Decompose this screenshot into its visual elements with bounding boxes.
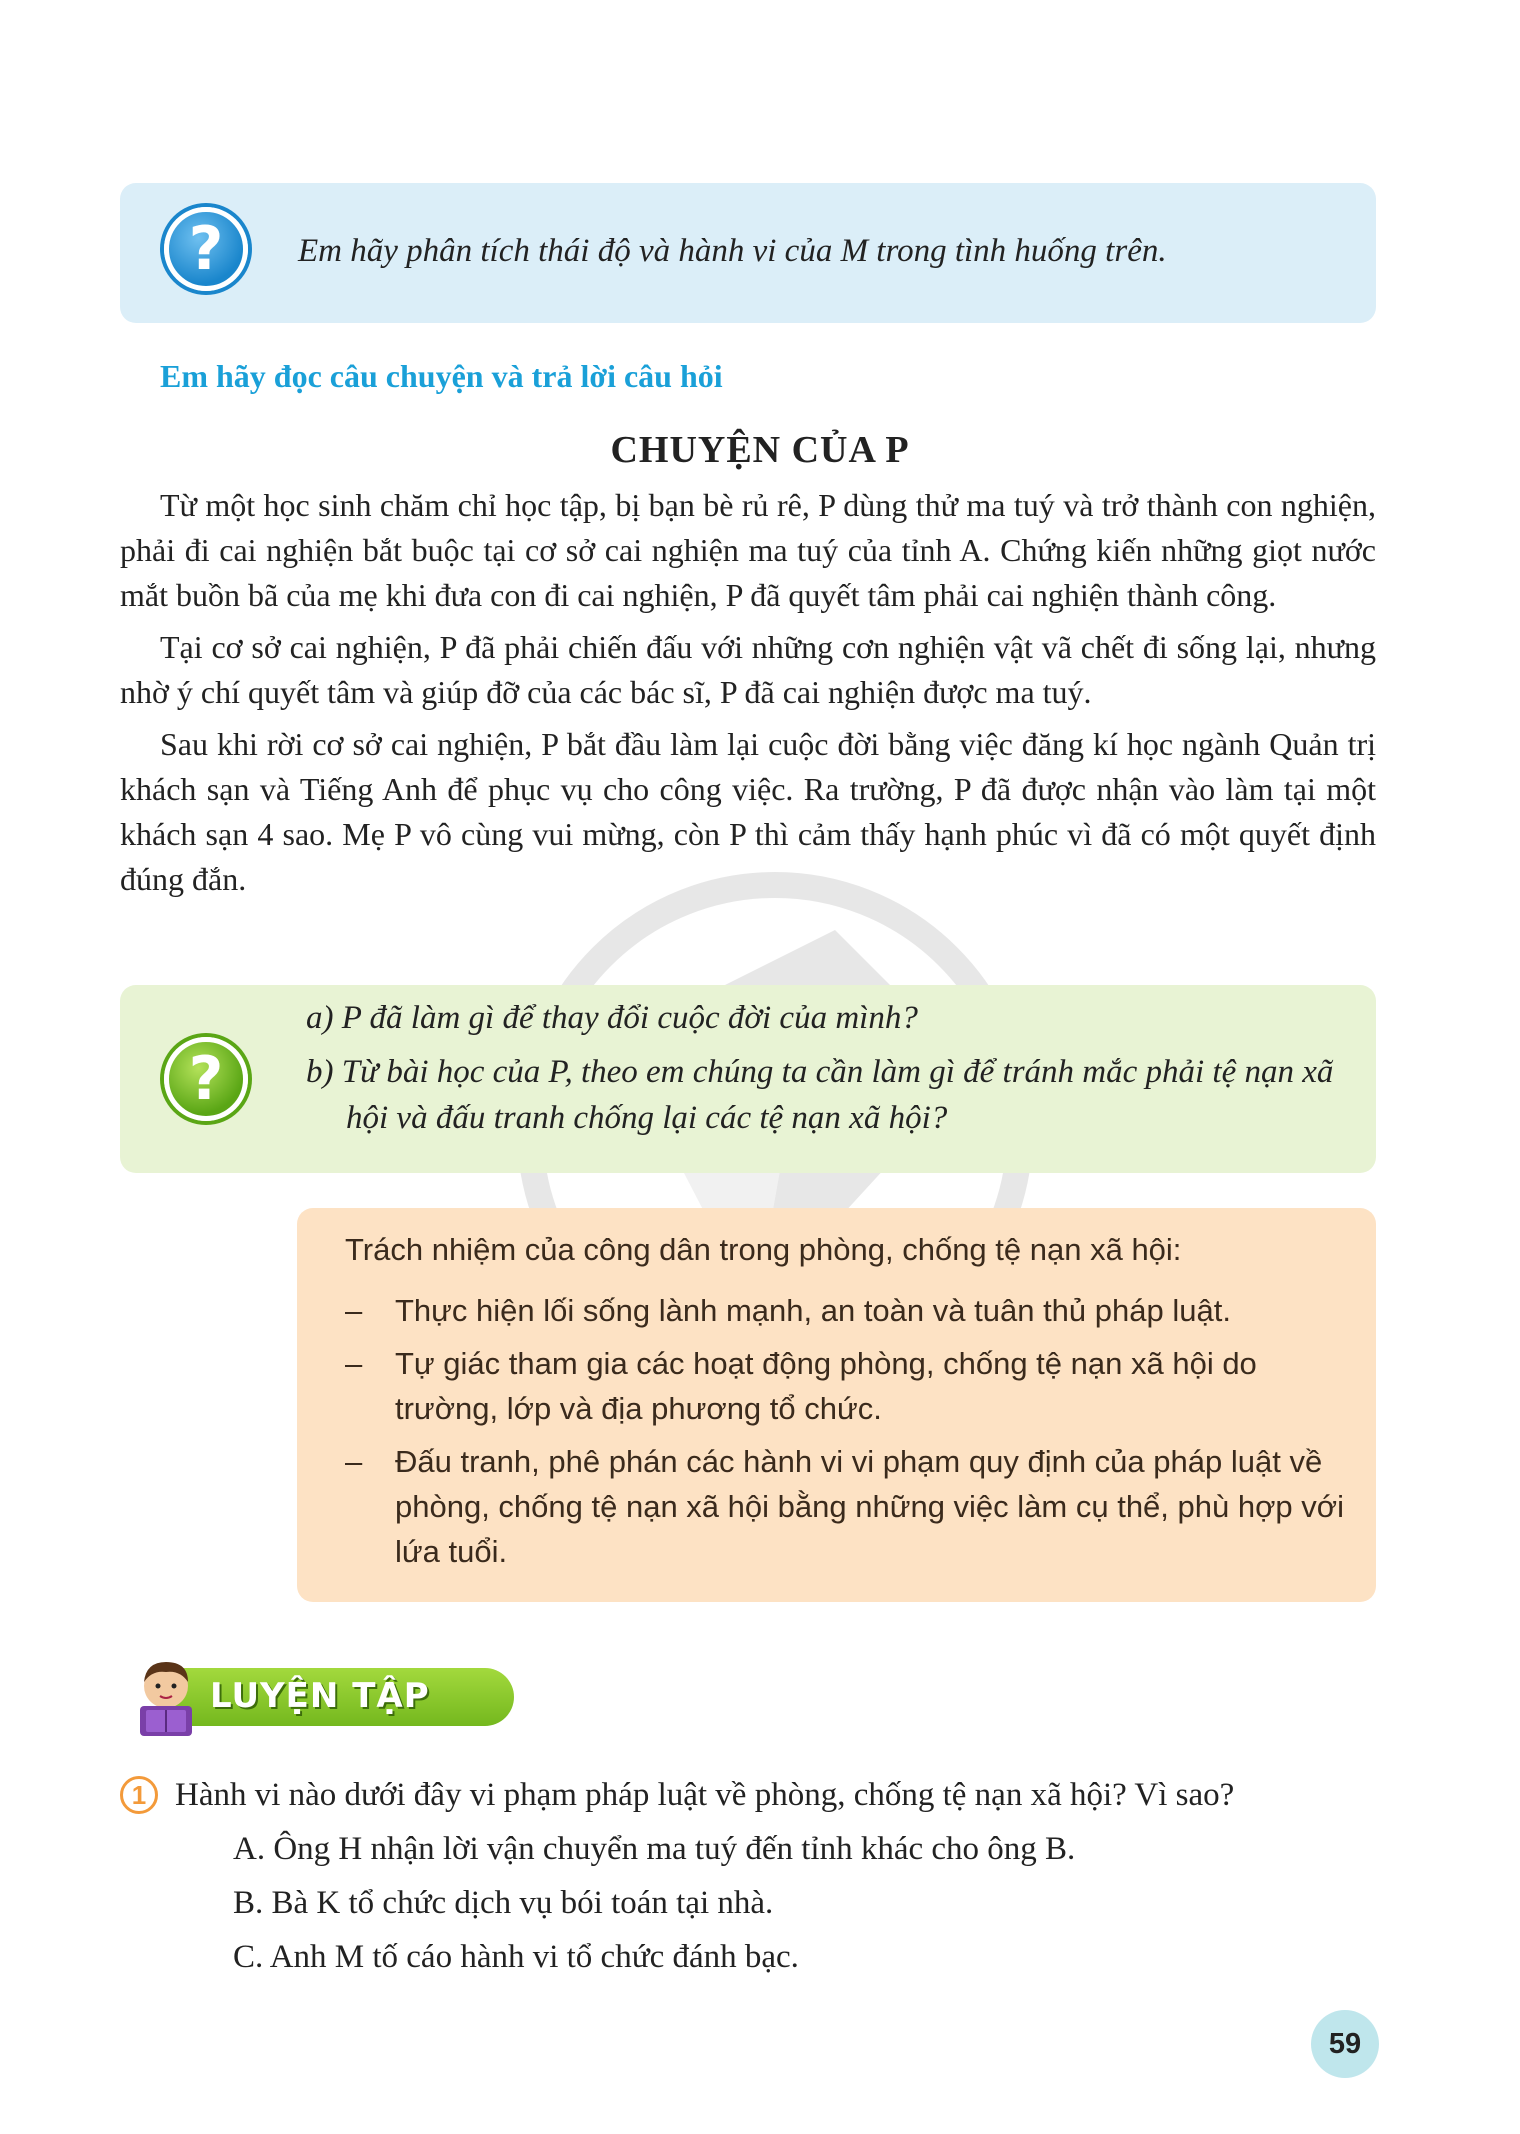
page-number: 59 [1311,2010,1379,2078]
responsibility-item: – Tự giác tham gia các hoạt động phòng, chống tệ nạn xã hội do trường, lớp và địa phương tổ chức. [345,1341,1345,1431]
exercise-option-b: B. Bà K tổ chức dịch vụ bói toán tại nhà. [233,1885,774,1921]
question-mark-icon: ? [164,207,248,291]
exercise-number: 1 [120,1776,158,1814]
exercise-question: Hành vi nào dưới đây vi phạm pháp luật về phòng, chống tệ nạn xã hội? Vì sao? [175,1777,1235,1813]
question-text: Em hãy phân tích thái độ và hành vi của M trong tình huống trên. [298,233,1167,269]
question-item-a: a) P đã làm gì để thay đổi cuộc đời của mình? [306,1000,918,1036]
story-paragraph: Sau khi rời cơ sở cai nghiện, P bắt đầu làm lại cuộc đời bằng việc đăng kí học ngành Quản trị khách sạn và Tiếng Anh để phục vụ cho công việc. Ra trường, P đã được nhận vào làm tại một khách sạn 4 sao. Mẹ P vô cùng vui mừng, còn P thì cảm thấy hạnh phúc vì đã có một quyết định đúng đắn. [120,726,1376,897]
question-mark-icon: ? [164,1037,248,1121]
responsibility-item: – Đấu tranh, phê phán các hành vi vi phạm quy định của pháp luật về phòng, chống tệ nạn xã hội bằng những việc làm cụ thể, phù hợp với lứa tuổi. [345,1439,1345,1574]
practice-pill [164,1668,514,1726]
question-item-b: b) Từ bài học của P, theo em chúng ta cần làm gì để tránh mắc phải tệ nạn xã hội và đấu tranh chống lại các tệ nạn xã hội? [306,1054,1334,1136]
exercise-options [233,1826,1075,1988]
responsibility-title: Trách nhiệm của công dân trong phòng, chống tệ nạn xã hội: [345,1232,1182,1267]
story-paragraph: Từ một học sinh chăm chỉ học tập, bị bạn bè rủ rê, P dùng thử ma tuý và trở thành con nghiện, phải đi cai nghiện bắt buộc tại cơ sở cai nghiện ma tuý của tỉnh A. Chứng kiến những giọt nước mắt buồn bã của mẹ khi đưa con đi cai nghiện, P đã quyết tâm phải cai nghiện thành công. [120,487,1376,613]
story-title: CHUYỆN CỦA P [610,429,910,471]
question-box-2 [120,985,1376,1173]
story-body [120,483,1376,909]
exercise-option-a: A. Ông H nhận lời vận chuyển ma tuý đến tỉnh khác cho ông B. [233,1831,1076,1867]
responsibility-item: – Thực hiện lối sống lành mạnh, an toàn và tuân thủ pháp luật. [345,1288,1345,1333]
question-list [306,995,1346,1149]
section-intro: Em hãy đọc câu chuyện và trả lời câu hỏi [160,358,723,394]
responsibility-list [345,1288,1345,1582]
question-box-1 [120,183,1376,323]
practice-label: LUYỆN TẬP [210,1676,430,1716]
story-paragraph: Tại cơ sở cai nghiện, P đã phải chiến đấu với những cơn nghiện vật vã chết đi sống lại, nhưng nhờ ý chí quyết tâm và giúp đỡ của các bác sĩ, P đã cai nghiện được ma tuý. [120,629,1376,710]
responsibility-box [297,1208,1376,1602]
exercise-option-c: C. Anh M tố cáo hành vi tổ chức đánh bạc. [233,1939,799,1975]
student-reading-icon [126,1656,206,1740]
practice-banner [126,1656,516,1734]
